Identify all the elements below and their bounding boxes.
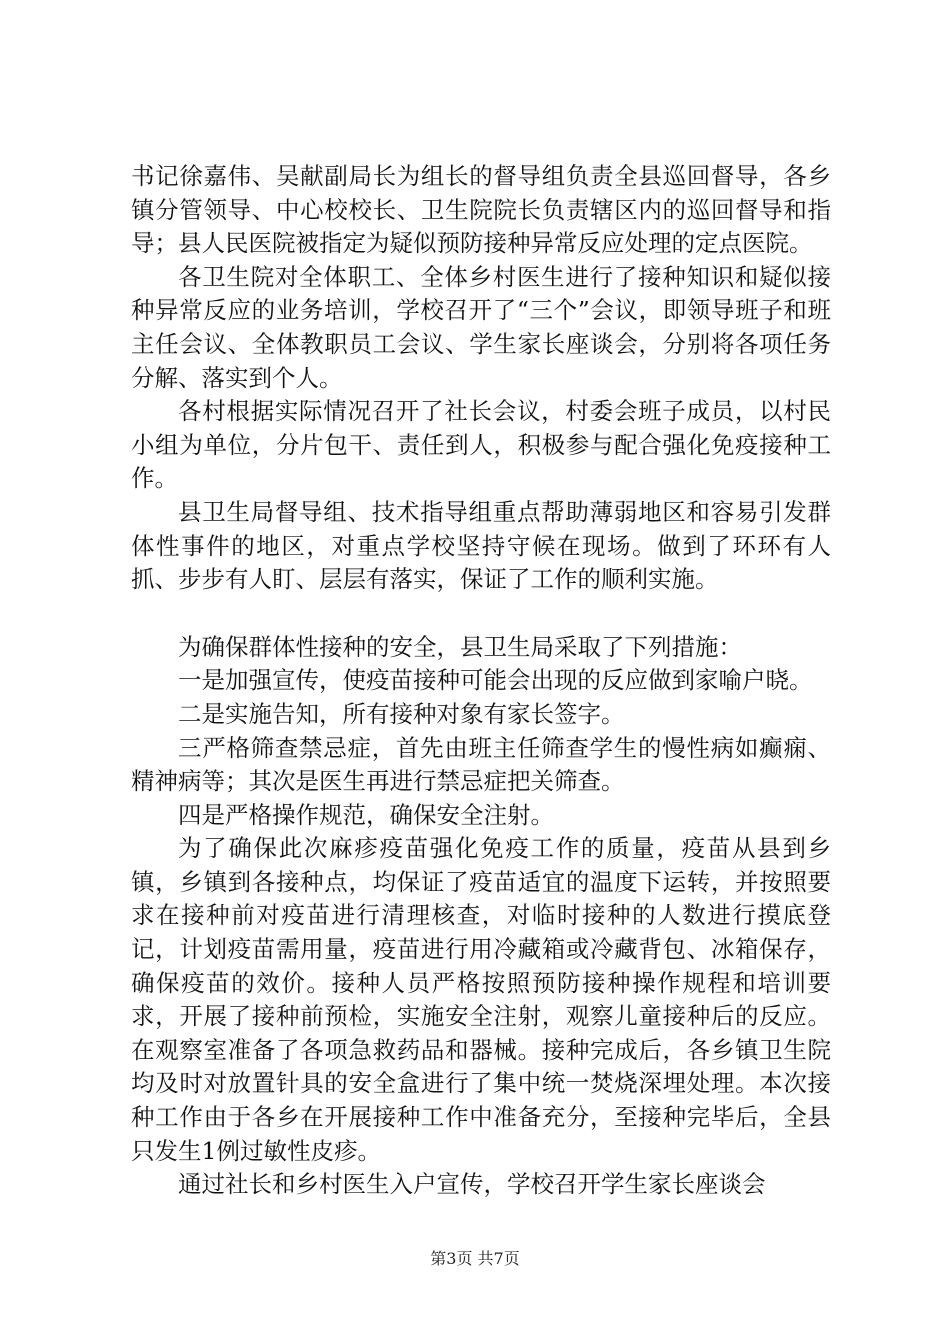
paragraph: 各卫生院对全体职工、全体乡村医生进行了接种知识和疑似接种异常反应的业务培训，学校召开了“三个”会议，即领导班子和班主任会议、全体教职员工会议、学生家长座谈会，分别将各项任务分解、落实到个人。 — [131, 262, 831, 392]
paragraph: 通过社长和乡村医生入户宣传，学校召开学生家长座谈会 — [178, 1170, 766, 1199]
paragraph: 二是实施告知，所有接种对象有家长签字。 — [178, 699, 625, 728]
paragraph: 为了确保此次麻疹疫苗强化免疫工作的质量，疫苗从县到乡镇，乡镇到各接种点，均保证了疫苗适宜的温度下运转，并按照要求在接种前对疫苗进行清理核查，对临时接种的人数进行摸底登记，计划疫苗需用量，疫苗进行用冷藏箱或冷藏背包、冰箱保存，确保疫苗的效价。接种人员严格按照预防接种操作规程和培训要求，开展了接种前预检，实施安全注射，观察儿童接种后的反应。在观察室准备了各项急救药品和器械。接种完成后，各乡镇卫生院均及时对放置针具的安全盒进行了集中统一焚烧深埋处理。本次接种工作由于各乡在开展接种工作中准备充分，至接种完毕后，全县只发生1例过敏性皮疹。 — [131, 834, 831, 1165]
page-number-footer: 第3页 共7页 — [430, 1249, 520, 1268]
section-spacer — [131, 597, 831, 631]
section-organization — [131, 160, 831, 597]
paragraph: 各村根据实际情况召开了社长会议，村委会班子成员，以村民小组为单位，分片包干、责任到人，积极参与配合强化免疫接种工作。 — [131, 397, 831, 493]
paragraph: 县卫生局督导组、技术指导组重点帮助薄弱地区和容易引发群体性事件的地区，对重点学校坚持守候在现场。做到了环环有人抓、步步有人盯、层层有落实，保证了工作的顺利实施。 — [131, 497, 831, 594]
section-safety-measures — [131, 631, 831, 1202]
paragraph: 为确保群体性接种的安全，县卫生局采取了下列措施： — [178, 632, 742, 661]
paragraph: 书记徐嘉伟、吴献副局长为组长的督导组负责全县巡回督导，各乡镇分管领导、中心校校长、卫生院院长负责辖区内的巡回督导和指导；县人民医院被指定为疑似预防接种异常反应处理的定点医院。 — [131, 162, 831, 258]
paragraph: 三严格筛查禁忌症，首先由班主任筛查学生的慢性病如癫痫、精神病等；其次是医生再进行禁忌症把关筛查。 — [131, 733, 831, 796]
document-body — [131, 160, 831, 1202]
paragraph: 一是加强宣传，使疫苗接种可能会出现的反应做到家喻户晓。 — [178, 666, 813, 695]
paragraph: 四是严格操作规范，确保安全注射。 — [178, 800, 554, 829]
